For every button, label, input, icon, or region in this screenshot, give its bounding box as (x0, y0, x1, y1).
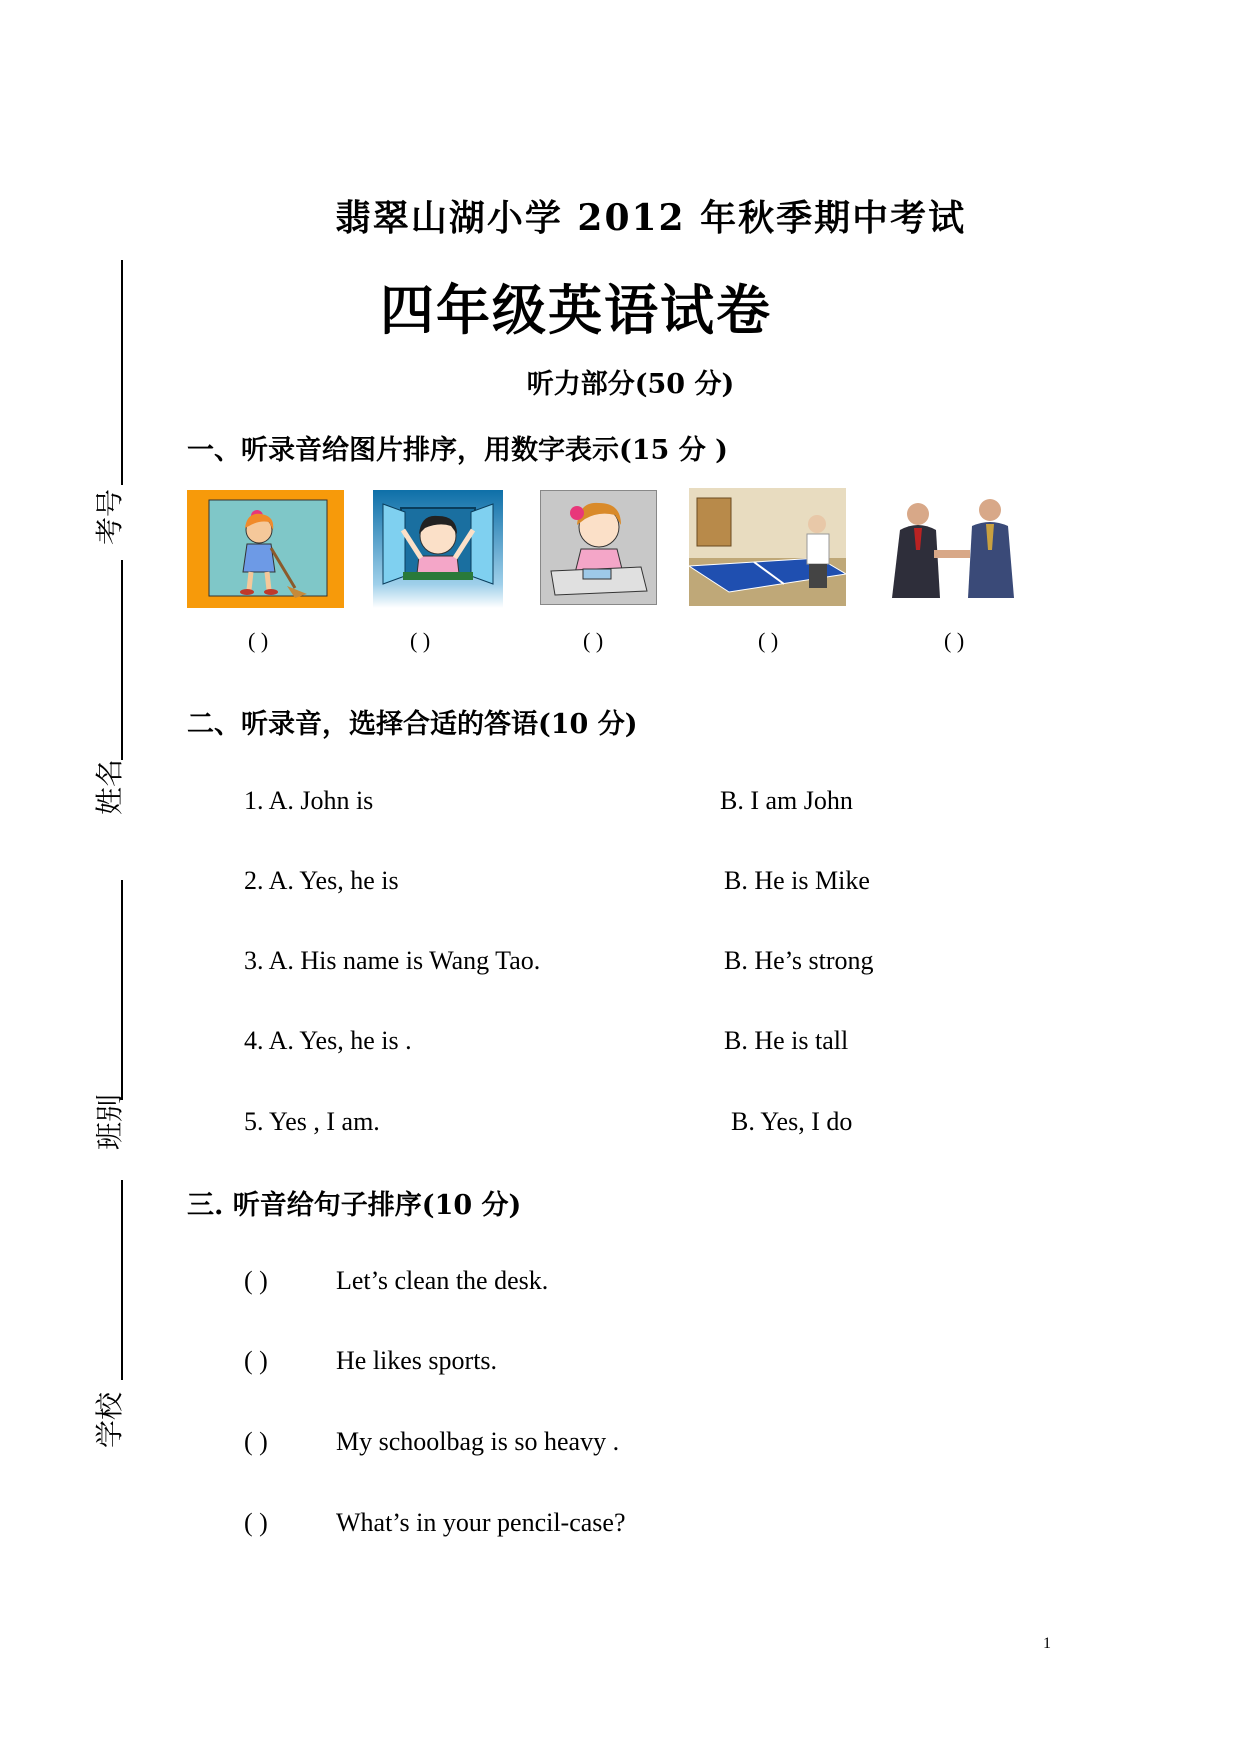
picture-blank-5[interactable]: ( ) (944, 628, 965, 653)
class-label: 班别 (93, 1093, 126, 1150)
girl-sweeping-floor-icon (187, 490, 344, 608)
men-shaking-hands-icon (878, 490, 1024, 598)
school-label: 学校 (93, 1391, 126, 1448)
question-3-option-b: B. He’s strong (724, 946, 874, 975)
sentence-1: Let’s clean the desk. (336, 1266, 549, 1295)
section-title: 听力部分(50 分) (526, 369, 735, 400)
sentence-4: What’s in your pencil-case? (336, 1508, 626, 1537)
sentence-2: He likes sports. (336, 1346, 498, 1375)
question-5-option-a: 5. Yes , I am. (244, 1107, 380, 1136)
part3-heading: 三. 听音给句子排序(10 分) (187, 1190, 522, 1221)
sentence-4-blank[interactable]: ( ) (244, 1508, 268, 1537)
part2-heading: 二、听录音，选择合适的答语(10 分) (187, 709, 638, 740)
name-line (121, 560, 123, 760)
sentence-1-blank[interactable]: ( ) (244, 1266, 268, 1295)
picture-blank-4[interactable]: ( ) (758, 628, 779, 653)
school-line (121, 1180, 123, 1380)
class-line (121, 880, 123, 1100)
question-1-option-b: B. I am John (720, 786, 853, 815)
school-title: 翡翠山湖小学 2012 年秋季期中考试 (334, 197, 967, 239)
sentence-2-blank[interactable]: ( ) (244, 1346, 268, 1375)
question-2-option-a: 2. A. Yes, he is (244, 866, 399, 895)
question-2-option-b: B. He is Mike (724, 866, 870, 895)
question-5-option-b: B. Yes, I do (731, 1107, 853, 1136)
question-3-option-a: 3. A. His name is Wang Tao. (244, 946, 541, 975)
exam-no-line (121, 260, 123, 485)
exam-no-label: 考号 (93, 488, 126, 545)
question-4-option-b: B. He is tall (724, 1026, 849, 1055)
sentence-3: My schoolbag is so heavy . (336, 1427, 620, 1456)
paper-title: 四年级英语试卷 (380, 278, 772, 342)
picture-blank-3[interactable]: ( ) (583, 628, 604, 653)
picture-blank-2[interactable]: ( ) (410, 628, 431, 653)
name-label: 姓名 (93, 758, 126, 815)
boys-playing-table-tennis-icon (689, 488, 846, 606)
picture-blank-1[interactable]: ( ) (248, 628, 269, 653)
page-number: 1 (1043, 1635, 1051, 1652)
question-1-option-a: 1. A. John is (244, 786, 374, 815)
question-4-option-a: 4. A. Yes, he is . (244, 1026, 412, 1055)
part1-heading: 一、听录音给图片排序，用数字表示(15 分 ) (187, 435, 728, 466)
girl-at-window-icon (373, 490, 503, 608)
sentence-3-blank[interactable]: ( ) (244, 1427, 268, 1456)
girl-cleaning-desk-icon (540, 490, 657, 605)
